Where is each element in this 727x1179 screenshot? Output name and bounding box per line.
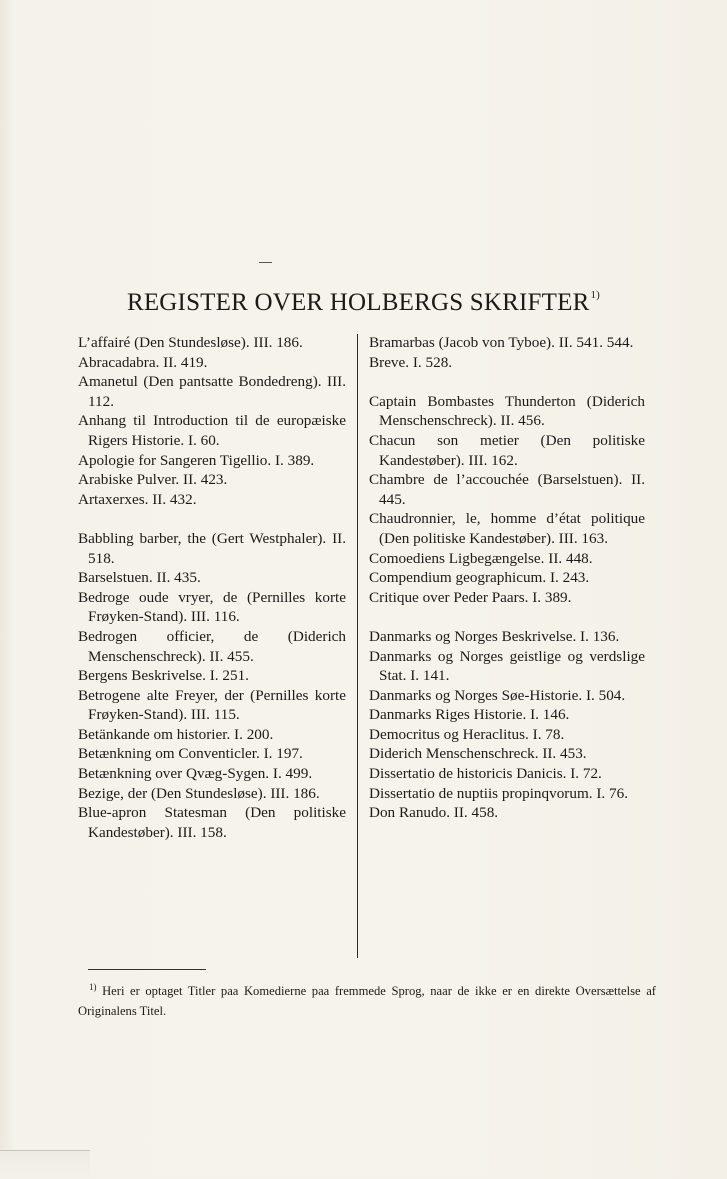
index-entry: Bramarbas (Jacob von Tyboe). II. 541. 544. — [369, 334, 634, 351]
index-entry: Barselstuen. II. 435. — [78, 569, 201, 587]
entry-gap — [78, 509, 346, 529]
entry-gap — [369, 372, 645, 392]
index-entry: Betrogene alte Freyer, der (Pernilles korte Frøyken-Stand). III. 115. — [78, 686, 346, 724]
index-entry: Danmarks og Norges geistlige og verdslige Stat. I. 141. — [369, 647, 645, 685]
index-entry: Danmarks og Norges Beskrivelse. I. 136. — [369, 627, 620, 645]
page-title — [0, 289, 727, 317]
index-entry: Chaudronnier, le, homme d’état politique (Den politiske Kandestøber). III. 163. — [369, 510, 645, 547]
index-entry: Democritus og Heraclitus. I. 78. — [369, 725, 565, 743]
index-entry: Anhang til Introduction til de europæiske Rigers Historie. I. 60. — [78, 412, 346, 449]
index-entry: Danmarks og Norges Søe-Historie. I. 504. — [369, 686, 626, 704]
index-entry: Babbling barber, the (Gert Westphaler). II. 518. — [78, 529, 346, 567]
index-entry: Comoediens Ligbegængelse. II. 448. — [369, 549, 593, 567]
index-entry: Artaxerxes. II. 432. — [78, 490, 197, 508]
footnote-text: Heri er optaget Titler paa Komedierne paa fremmede Sprog, naar de ikke er en direkte Oversættelse af Originalens Titel. — [78, 984, 656, 1018]
index-entry: Danmarks Riges Historie. I. 146. — [369, 706, 570, 724]
index-entry: Abracadabra. II. 419. — [78, 353, 208, 371]
index-entry: Betænkning over Qvæg-Sygen. I. 499. — [78, 765, 313, 783]
index-entry: Blue-apron Statesman (Den politiske Kandestøber). III. 158. — [78, 804, 346, 841]
index-entry: Captain Bombastes Thunderton (Diderich Menschenschreck). II. 456. — [369, 392, 645, 430]
index-entry: Bergens Beskrivelse. I. 251. — [78, 667, 249, 685]
index-entry: Chambre de l’accouchée (Barselstuen). II. 445. — [369, 471, 645, 508]
index-entry: Bedrogen officier, de (Diderich Menschenschreck). II. 455. — [78, 627, 346, 665]
index-entry: Betænkning om Conventicler. I. 197. — [78, 745, 303, 763]
index-entry: L’affairé (Den Stundesløse). III. 186. — [78, 334, 303, 351]
entry-gap — [369, 607, 645, 627]
index-entry: Chacun son metier (Den politiske Kandestøber). III. 162. — [369, 431, 645, 469]
index-entry: Bezige, der (Den Stundesløse). III. 186. — [78, 784, 320, 802]
index-column-right — [369, 333, 645, 823]
index-entry: Breve. I. 528. — [369, 353, 453, 371]
index-entry: Dissertatio de nuptiis propinqvorum. I. 76. — [369, 784, 629, 802]
index-entry: Diderich Menschenschreck. II. 453. — [369, 745, 587, 763]
title-text: REGISTER OVER HOLBERGS SKRIFTER — [126, 289, 590, 316]
title-footnote-mark: 1) — [590, 289, 601, 301]
index-entry: Amanetul (Den pantsatte Bondedreng). III. 112. — [78, 373, 346, 410]
index-entry: Arabiske Pulver. II. 423. — [78, 471, 228, 489]
footnote — [78, 977, 656, 1021]
index-entry: Compendium geographicum. I. 243. — [369, 569, 590, 587]
index-entry: Dissertatio de historicis Danicis. I. 72. — [369, 765, 602, 783]
index-entry: Bedroge oude vryer, de (Pernilles korte Frøyken-Stand). III. 116. — [78, 588, 346, 626]
footnote-mark: 1) — [89, 982, 97, 992]
index-entry: Don Ranudo. II. 458. — [369, 804, 499, 822]
decorative-dash — [259, 262, 272, 263]
index-column-left — [78, 333, 346, 842]
page-edge-shadow — [0, 1150, 90, 1179]
index-entry: Betänkande om historier. I. 200. — [78, 725, 274, 743]
index-entry: Apologie for Sangeren Tigellio. I. 389. — [78, 451, 315, 469]
index-entry: Critique over Peder Paars. I. 389. — [369, 588, 572, 606]
column-divider — [357, 334, 358, 958]
footnote-rule — [88, 969, 206, 970]
